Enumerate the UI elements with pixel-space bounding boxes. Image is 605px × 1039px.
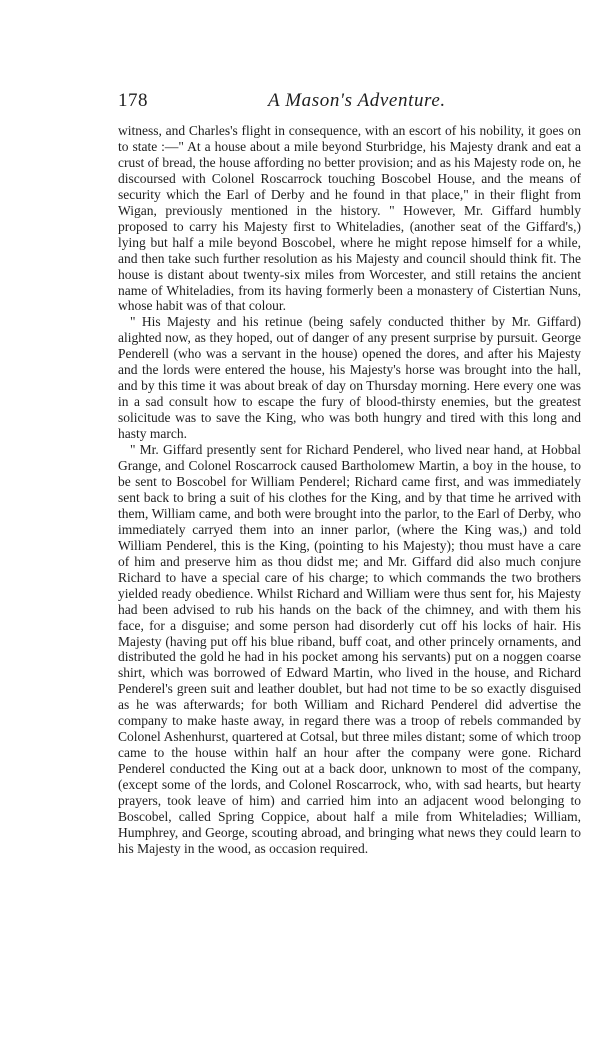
running-title: A Mason's Adventure.: [268, 90, 446, 111]
body-text: [118, 123, 581, 857]
page-header: [118, 90, 460, 118]
paragraph: witness, and Charles's flight in consequence, with an escort of his nobility, it goes on to state :—" At a house about a mile beyond Sturbridge, his Majesty drank and eat a crust of bread, the house affording no better provision; and as his Majesty rode on, he discoursed with Colonel Roscarrock touching Boscobel House, and the means of security which the Earl of Derby and he found in that place," in their flight from Wigan, previously mentioned in the history. " However, Mr. Giffard humbly proposed to carry his Majesty first to Whiteladies, (another seat of the Giffard's,) lying but half a mile beyond Boscobel, where he might repose himself for a while, and then take such further resolution as his Majesty and council should think fit. The house is distant about twenty-six miles from Worcester, and still retains the ancient name of Whiteladies, from its having formerly been a monastery of Cistertian Nuns, whose habit was of that colour.: [118, 123, 581, 314]
paragraph: " His Majesty and his retinue (being safely conducted thither by Mr. Giffard) alighted now, as they hoped, out of danger of any present surprise by pursuit. George Penderell (who was a servant in the house) opened the dores, and after his Majesty and the lords were entered the house, his Majesty's horse was brought into the hall, and by this time it was about break of day on Thursday morning. Here every one was in a sad consult how to escape the fury of blood-thirsty enemies, but the greatest solicitude was to save the King, who was both hungry and tired with this long and hasty march.: [118, 314, 581, 442]
paragraph: " Mr. Giffard presently sent for Richard Penderel, who lived near hand, at Hobbal Grange, and Colonel Roscarrock caused Bartholomew Martin, a boy in the house, to be sent to Boscobel for William Penderel; Richard came first, and was immediately sent back to bring a suit of his clothes for the King, and by that time he arrived with them, William came, and both were brought into the parlor, to the Earl of Derby, who immediately carryed them into an inner parlor, (where the King was,) and told William Penderel, this is the King, (pointing to his Majesty); thou must have a care of him and preserve him as thou didst me; and Mr. Giffard did also much conjure Richard to have a special care of his charge; to which commands the two brothers yielded ready obedience. Whilst Richard and William were thus sent for, his Majesty had been advised to rub his hands on the back of the chimney, and with them his face, for a disguise; and some person had disorderly cut off his locks of hair. His Majesty (having put off his blue riband, buff coat, and other princely ornaments, and distributed the gold he had in his pocket among his servants) put on a noggen coarse shirt, which was borrowed of Edward Martin, who lived in the house, and Richard Penderel's green suit and leather doublet, but had not time to be so exactly disguised as he was afterwards; for both William and Richard Penderel did advertise the company to make haste away, in regard there was a troop of rebels commanded by Colonel Ashenhurst, quartered at Cotsal, but three miles distant; some of which troop came to the house within half an hour after the company were gone. Richard Penderel conducted the King out at a back door, unknown to most of the company, (except some of the lords, and Colonel Roscarrock, who, with sad hearts, but hearty prayers, took leave of him) and carried him into an adjacent wood belonging to Boscobel, called Spring Coppice, about half a mile from Whiteladies; William, Humphrey, and George, scouting abroad, and bringing what news they could learn to his Majesty in the wood, as occasion required.: [118, 442, 581, 856]
page-number: 178: [118, 90, 148, 111]
